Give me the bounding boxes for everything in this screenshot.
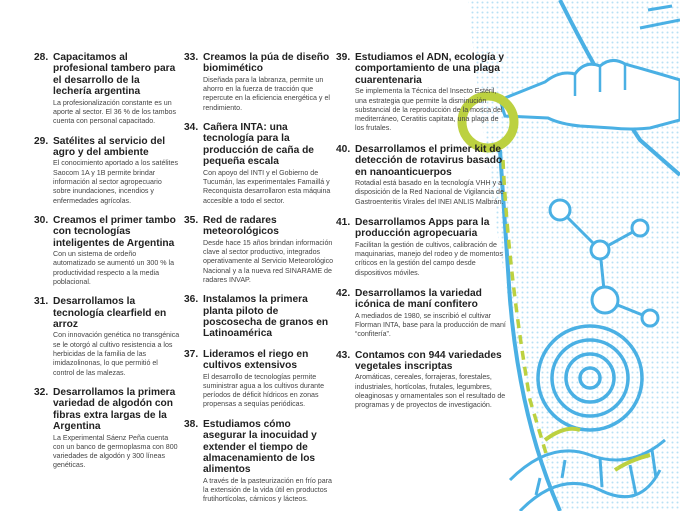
item-title: Cañera INTA: una tecnología para la producción de caña de pequeña escala xyxy=(203,122,314,168)
item-number: 36. xyxy=(184,294,199,306)
item-title: Estudiamos el ADN, ecología y comportamiento de una plaga cuarentenaria xyxy=(355,52,505,86)
item-number: 30. xyxy=(34,214,49,226)
list-item xyxy=(184,294,334,340)
list-item xyxy=(336,288,506,340)
item-title: Red de radares meteorológicos xyxy=(203,214,279,238)
item-description: Aromáticas, cereales, forrajeras, forestales, industriales, hortícolas, frutales, legumbres, oleaginosas y ornamentales son el resultado de programas y de proyectos de investigación. xyxy=(355,373,506,410)
item-title: Desarrollamos el primer kit de detección de rotavirus basado en nanoanticuerpos xyxy=(355,143,503,178)
item-number: 29. xyxy=(34,135,49,147)
item-number: 32. xyxy=(34,386,49,398)
item-number: 40. xyxy=(336,143,351,155)
item-description: Desde hace 15 años brindan información clave al sector productivo, integrados operativamente al Servicio Meteorológico Nacional y a la nueva red SINARAME de radares INVAP. xyxy=(203,238,334,284)
item-title: Estudiamos cómo asegurar la inocuidad y extender el tiempo de almacenamiento de los alimentos xyxy=(203,418,317,476)
list-item xyxy=(34,215,180,287)
list-item xyxy=(336,52,506,134)
item-number: 37. xyxy=(184,348,199,360)
item-number: 31. xyxy=(34,296,49,308)
item-number: 42. xyxy=(336,287,351,299)
item-title: Desarrollamos la tecnología clearfield en arroz xyxy=(53,296,167,331)
list-item xyxy=(184,349,334,410)
item-description: Diseñada para la labranza, permite un ahorro en la fuerza de tracción que repercute en la eficiencia energética y el rendimiento. xyxy=(203,75,330,112)
item-number: 43. xyxy=(336,349,351,361)
item-title: Satélites al servicio del agro y del ambiente xyxy=(53,135,166,158)
list-item xyxy=(336,217,506,278)
item-number: 34. xyxy=(184,122,199,133)
item-description: Rotadial está basado en la tecnología VHH y a disposición de la Red Nacional de Vigilancia de Gastroenteritis Virales del INEI ANLIS Malbrán. xyxy=(355,178,504,206)
item-description: A través de la pasteurización en frío para la extensión de la vida útil en productos frutihortícolas, cárnicos y lácteos. xyxy=(203,476,332,504)
column-left xyxy=(34,52,180,480)
list-item xyxy=(34,136,180,206)
item-description: La Experimental Sáenz Peña cuenta con un banco de germoplasma con 800 variedades de algodón y 300 líneas genéticas. xyxy=(53,433,178,470)
item-description: El conocimiento aportado a los satélites Saocom 1A y 1B permite brindar información al sector agropecuario sobre inundaciones, incendios y enfermedades agrícolas. xyxy=(53,159,178,205)
item-description: Con innovación genética no transgénica se le otorgó al cultivo resistencia a los herbicidas de la familia de las imidazolinonas, lo que permitió el control de las malezas. xyxy=(53,331,180,377)
list-item xyxy=(184,122,334,206)
item-number: 35. xyxy=(184,214,199,226)
item-description: Con un sistema de ordeño automatizado se aumentó un 300 % la productividad respecto a la media poblacional. xyxy=(53,250,175,286)
column-right xyxy=(336,52,506,421)
item-title: Lideramos el riego en cultivos extensivos xyxy=(203,348,309,372)
list-item xyxy=(34,387,180,471)
item-title: Desarrollamos la variedad icónica de maní confitero xyxy=(355,287,482,311)
item-title: Contamos con 944 variedades vegetales inscriptas xyxy=(355,349,502,372)
item-number: 28. xyxy=(34,52,49,63)
item-title: Creamos la púa de diseño biomimético xyxy=(203,52,330,75)
list-item xyxy=(184,215,334,285)
list-item xyxy=(34,296,180,378)
item-title: Desarrollamos Apps para la producción agropecuaria xyxy=(355,216,490,240)
item-description: Se implementa la Técnica del Insecto Estéril, una estrategia que permite la disminución substancial de la reproducción de la mosca del mediterráneo, Ceratitis capitata, una plaga de los frutales. xyxy=(355,87,503,133)
item-title: Desarrollamos la primera variedad de algodón con fibras extra largas de la Argentina xyxy=(53,386,176,433)
list-item xyxy=(184,419,334,505)
item-description: El desarrollo de tecnologías permite suministrar agua a los cultivos durante períodos de déficit hídricos en zonas propensas a sequías periódicas. xyxy=(203,372,325,409)
item-description: Facilitan la gestión de cultivos, calibración de maquinarias, manejo del rodeo y de momentos críticos en la gestión del campo desde dispositivos móviles. xyxy=(355,240,503,277)
item-number: 39. xyxy=(336,52,351,63)
item-description: Con apoyo del INTI y el Gobierno de Tucumán, las experimentales Famaillá y Reconquista desarrollaron esta máquina accesible a todo el sector. xyxy=(203,168,331,205)
item-description: A mediados de 1980, se inscribió el cultivar Florman INTA, base para la producción de maní “confitería”. xyxy=(355,311,506,339)
list-item xyxy=(336,350,506,411)
list-item xyxy=(184,52,334,113)
column-middle xyxy=(184,52,334,514)
item-description: La profesionalización constante es un aporte al sector. El 36 % de los tambos cuenta con personal capacitado. xyxy=(53,98,177,126)
item-title: Creamos el primer tambo con tecnologías inteligentes de Argentina xyxy=(53,214,176,249)
item-title: Capacitamos al profesional tambero para el desarrollo de la lechería argentina xyxy=(53,52,176,98)
item-number: 33. xyxy=(184,52,199,63)
item-number: 38. xyxy=(184,418,199,430)
item-title: Instalamos la primera planta piloto de poscosecha de granos en Latinoamérica xyxy=(203,294,329,340)
item-number: 41. xyxy=(336,216,351,228)
list-item xyxy=(336,144,506,207)
list-item xyxy=(34,52,180,127)
